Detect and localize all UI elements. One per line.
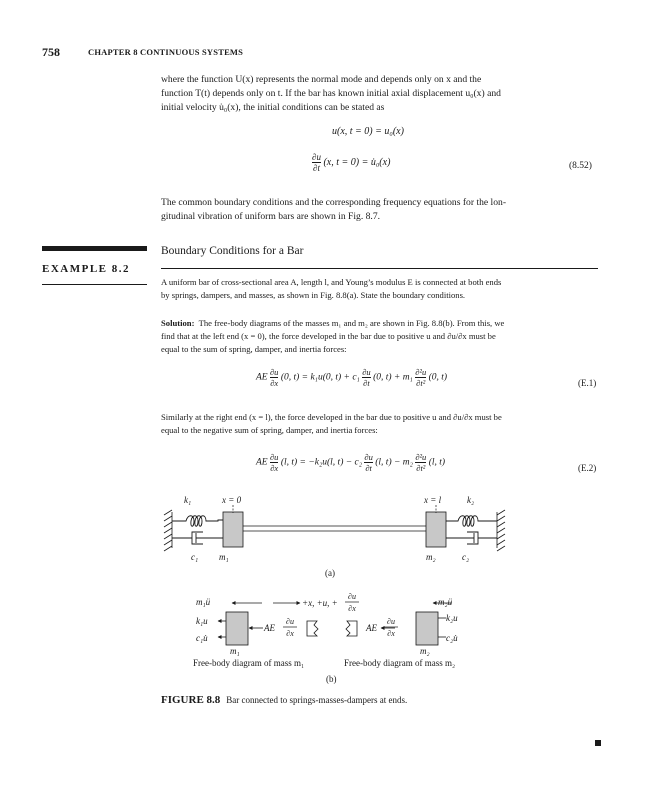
fraction-numerator: ∂u [387,617,395,626]
text-line: find that at the left end (x = 0), the force developed in the bar due to positive u and ∂u/∂x must be [161,331,496,341]
bar [243,526,426,531]
label-xl: x = l [424,495,442,505]
text-line: gitudinal vibration of uniform bars are shown in Fig. 8.7. [161,211,381,222]
fbd-mass-m1 [226,612,248,645]
fraction-denominator: ∂t² [416,378,426,388]
fraction-numerator: ∂u [269,452,279,462]
running-header: CHAPTER 8 CONTINUOUS SYSTEMS [88,47,244,57]
figure-caption-text: Bar connected to springs-masses-dampers at ends. [226,695,408,705]
page-number: 758 [42,45,60,59]
solution-label: Solution: [161,318,195,328]
equation-number: (E.1) [578,378,597,388]
figure-caption-label: FIGURE 8.8 [161,694,221,706]
spring-k1 [172,516,223,527]
figure-caption [161,694,407,706]
example-label: EXAMPLE 8.2 [42,263,130,275]
fraction-numerator: ∂²u [415,367,427,377]
text-line: equal to the negative sum of spring, damper, and inertia forces: [161,425,378,435]
label-m2-inertia: m₂ü [438,597,453,607]
fraction-numerator: ∂u [348,592,356,601]
mass-m1 [223,512,243,547]
label-ae-right: AE [366,623,377,633]
fbd-caption-m1: Free-body diagram of mass m₁ [193,658,305,668]
subfigure-label-b: (b) [326,674,337,684]
eq-term: (l, t) − m₂ [375,457,413,468]
left-wall [164,510,172,551]
subfigure-label-a: (a) [325,568,335,578]
fraction-denominator: ∂x [348,604,356,613]
spring-k2 [446,516,497,527]
damper-c1 [172,532,223,544]
text-line: by springs, dampers, and masses, as shown in Fig. 8.8(a). State the boundary conditions. [161,290,466,300]
eq-term: (0, t) = k₁u(0, t) + c₁ [280,372,360,383]
label-k1: k₁ [184,495,192,505]
text-line: where the function U(x) represents the normal mode and depends only on x and the [161,74,482,85]
fraction-denominator: ∂t [365,463,372,473]
fraction-numerator: ∂u [286,617,294,626]
text-line: function T(t) depends only on t. If the bar has known initial axial displacement u₀(x) and [161,88,501,99]
fraction-denominator: ∂x [270,463,279,473]
fraction-numerator: ∂²u [415,452,427,462]
eq-term: (0, t) [428,372,448,383]
label-m2: m₂ [426,552,436,562]
fraction-denominator: ∂x [286,629,294,638]
eq-term: AE [256,372,268,383]
equation-rest: (x, t = 0) = u̇₀(x) [323,157,391,168]
label-c1: c₁ [191,552,199,562]
right-wall [497,510,505,551]
mass-m2 [426,512,446,547]
fraction-denominator: ∂x [387,629,395,638]
end-of-example-mark [595,740,601,746]
text-line: equal to the sum of spring, damper, and inertia forces: [161,344,347,354]
text-line: initial velocity u̇₀(x), the initial conditions can be stated as [161,102,385,113]
eq-term: (0, t) + m₁ [373,372,413,383]
text-line: The common boundary conditions and the corresponding frequency equations for the lon- [161,197,507,208]
fraction-numerator: ∂u [269,367,279,377]
label-positive-direction: +x, +u, + [302,598,338,608]
example-title: Boundary Conditions for a Bar [161,245,304,257]
eq-term: (l, t) = −k₂u(l, t) − c₂ [280,457,363,468]
label-m1: m₁ [219,552,229,562]
fraction-numerator: ∂u [364,452,373,462]
label-k2-force: k₂u [446,613,458,623]
label-c2: c₂ [462,552,470,562]
label-fbd-m1: m₁ [230,646,240,656]
eq-term: AE [256,457,268,468]
fraction-denominator: ∂x [270,378,279,388]
label-m1-inertia: m₁ü [196,597,211,607]
fraction-denominator: ∂t [363,378,370,388]
fraction-denominator: ∂t [313,163,320,173]
fbd-caption-m2: Free-body diagram of mass m₂ [344,658,456,668]
solution-text: The free-body diagrams of the masses m₁ and m₂ are shown in Fig. 8.8(b). From this, we [198,318,505,328]
eq-term: (l, t) [428,457,446,468]
ic-equation-1: u(x, t = 0) = u₀(x) [332,126,404,137]
fraction-numerator: ∂u [312,152,321,162]
label-k1-force: k₁u [196,616,208,626]
damper-c2 [446,532,497,544]
label-x0: x = 0 [222,495,242,505]
label-c2-force: c₂u̇ [446,633,458,643]
bar-cut-left [307,621,318,636]
fraction-denominator: ∂t² [416,463,426,473]
label-fbd-m2: m₂ [420,646,430,656]
bar-cut-right [346,621,357,636]
text-line: A uniform bar of cross-sectional area A, length l, and Young’s modulus E is connected at both ends [161,277,502,287]
equation-number: (E.2) [578,463,597,473]
fraction-numerator: ∂u [362,367,371,377]
label-c1-force: c₁u̇ [196,633,208,643]
fbd-mass-m2 [416,612,438,645]
label-k2: k₂ [467,495,475,505]
label-ae-left: AE [264,623,275,633]
equation-number: (8.52) [569,161,592,171]
text-line: Similarly at the right end (x = l), the force developed in the bar due to positive u and ∂u/∂x must be [161,412,502,422]
